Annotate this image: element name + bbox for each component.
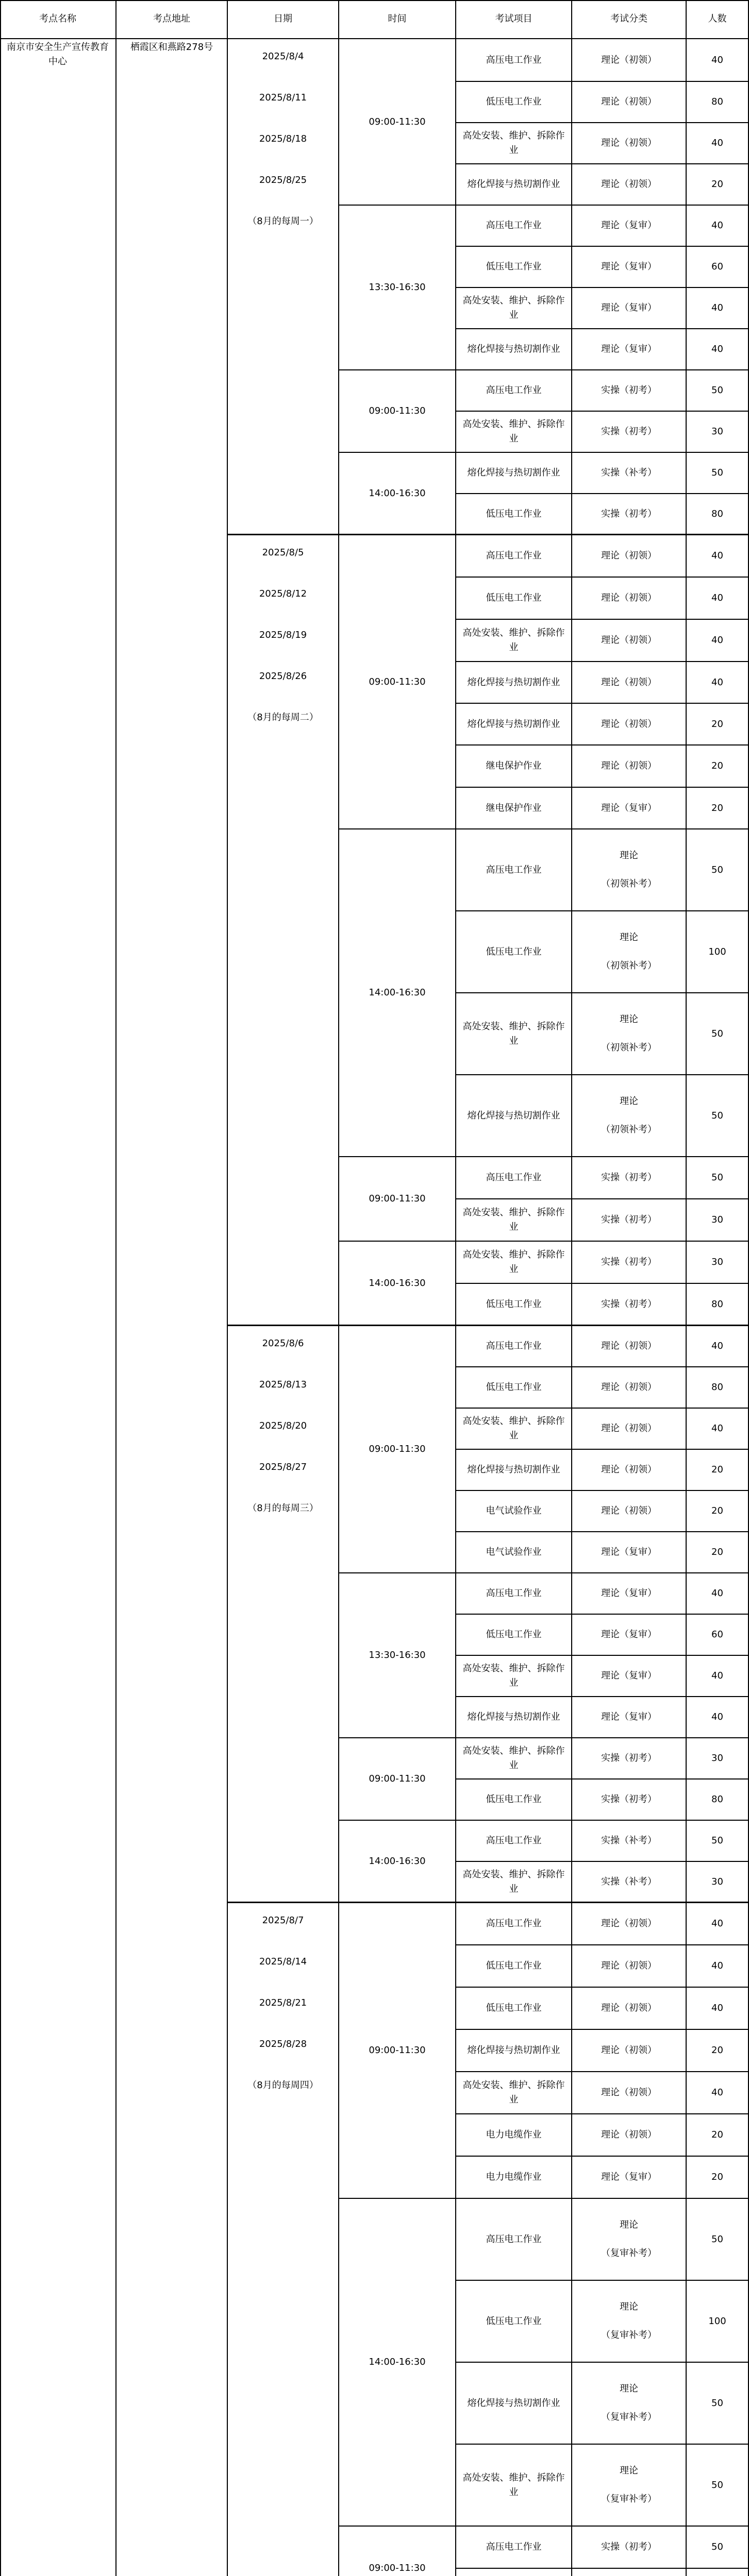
count-cell: 30 — [687, 1738, 749, 1780]
exam-category-cell: 理论 （初领补考） — [572, 911, 687, 993]
count-cell: 20 — [687, 164, 749, 206]
exam-item-cell: 低压电工作业 — [456, 2281, 572, 2363]
time-cell: 09:00-11:30 — [339, 1326, 456, 1573]
header-exam-item: 考试项目 — [456, 0, 572, 39]
time-cell: 13:30-16:30 — [339, 1573, 456, 1738]
exam-category-cell: 理论（初领） — [572, 535, 687, 578]
exam-item-cell: 低压电工作业 — [456, 1284, 572, 1326]
exam-category-cell: 理论（复审） — [572, 1573, 687, 1615]
count-cell: 40 — [687, 39, 749, 82]
exam-item-cell: 高压电工作业 — [456, 1903, 572, 1945]
exam-category-cell: 理论（复审） — [572, 788, 687, 829]
header-count: 人数 — [687, 0, 749, 39]
exam-item-cell: 低压电工作业 — [456, 494, 572, 535]
count-cell: 40 — [687, 535, 749, 578]
exam-item-cell: 低压电工作业 — [456, 82, 572, 123]
count-cell: 80 — [687, 1284, 749, 1326]
exam-category-cell: 理论（复审） — [572, 206, 687, 247]
header-time: 时间 — [339, 0, 456, 39]
exam-category-cell: 理论（初领） — [572, 82, 687, 123]
exam-category-cell: 理论（初领） — [572, 2030, 687, 2072]
exam-category-cell: 实操（补考） — [572, 453, 687, 494]
date-cell — [228, 39, 339, 535]
count-cell: 50 — [687, 1075, 749, 1157]
exam-item-cell: 熔化焊接与热切割作业 — [456, 704, 572, 745]
exam-category-cell: 实操（初考） — [572, 1780, 687, 1821]
exam-item-cell: 熔化焊接与热切割作业 — [456, 1450, 572, 1491]
count-cell: 100 — [687, 2281, 749, 2363]
count-cell: 50 — [687, 2363, 749, 2445]
count-cell: 30 — [687, 1242, 749, 1284]
exam-category-cell: 实操（初考） — [572, 2527, 687, 2569]
date-label: 2025/8/6 — [262, 1338, 304, 1349]
exam-category-cell: 理论（初领） — [572, 1367, 687, 1409]
exam-item-cell: 继电保护作业 — [456, 788, 572, 829]
exam-category-cell: 理论（复审） — [572, 1532, 687, 1573]
exam-item-cell: 继电保护作业 — [456, 745, 572, 788]
count-cell: 40 — [687, 1656, 749, 1697]
count-cell: 80 — [687, 1367, 749, 1409]
date-cell — [228, 1903, 339, 2576]
exam-category-cell: 理论 （复审补考） — [572, 2363, 687, 2445]
count-cell: 50 — [687, 370, 749, 412]
exam-category-cell: 实操（初考） — [572, 1199, 687, 1242]
exam-category-cell: 实操（初考） — [572, 412, 687, 453]
exam-category-cell: 理论 （初领补考） — [572, 993, 687, 1075]
exam-category-cell: 理论 （初领补考） — [572, 829, 687, 911]
exam-item-cell: 高压电工作业 — [456, 1573, 572, 1615]
count-cell: 20 — [687, 788, 749, 829]
exam-category-cell: 实操（初考） — [572, 1284, 687, 1326]
time-cell: 09:00-11:30 — [339, 1157, 456, 1242]
exam-category-cell: 理论 （复审补考） — [572, 2281, 687, 2363]
exam-category-cell: 实操（初考） — [572, 1738, 687, 1780]
count-cell: 100 — [687, 911, 749, 993]
date-label: 2025/8/18 — [259, 133, 307, 144]
exam-category-cell: 实操（补考） — [572, 1862, 687, 1903]
exam-item-cell: 高处安装、维护、拆除作业 — [456, 412, 572, 453]
exam-item-cell: 高压电工作业 — [456, 39, 572, 82]
count-cell: 60 — [687, 1615, 749, 1656]
count-cell: 20 — [687, 1532, 749, 1573]
exam-item-cell: 电力电缆作业 — [456, 2157, 572, 2199]
exam-category-cell: 理论（复审） — [572, 329, 687, 370]
exam-item-cell: 高压电工作业 — [456, 829, 572, 911]
count-cell: 40 — [687, 329, 749, 370]
exam-item-cell: 熔化焊接与热切割作业 — [456, 662, 572, 704]
date-label: 2025/8/4 — [262, 51, 304, 62]
time-cell: 13:30-16:30 — [339, 206, 456, 370]
exam-category-cell: 理论（复审） — [572, 2157, 687, 2199]
exam-item-cell: 熔化焊接与热切割作业 — [456, 453, 572, 494]
exam-item-cell: 高处安装、维护、拆除作业 — [456, 2445, 572, 2527]
exam-category-cell: 理论（初领） — [572, 704, 687, 745]
date-label: 2025/8/14 — [259, 1956, 307, 1967]
exam-item-cell: 高压电工作业 — [456, 1821, 572, 1862]
date-label: 2025/8/7 — [262, 1915, 304, 1926]
date-label: （8月的每周三） — [247, 1503, 319, 1514]
date-label: 2025/8/19 — [259, 630, 307, 640]
count-cell: 40 — [687, 1988, 749, 2030]
count-cell: 80 — [687, 82, 749, 123]
date-cell — [228, 535, 339, 1326]
exam-category-cell: 实操（初考） — [572, 370, 687, 412]
time-cell: 14:00-16:30 — [339, 453, 456, 535]
exam-category-cell: 理论（初领） — [572, 123, 687, 164]
exam-category-cell: 理论（初领） — [572, 2114, 687, 2157]
date-label: 2025/8/25 — [259, 175, 307, 185]
exam-category-cell: 理论（复审） — [572, 1615, 687, 1656]
exam-item-cell: 低压电工作业 — [456, 578, 572, 620]
exam-item-cell: 高处安装、维护、拆除作业 — [456, 993, 572, 1075]
exam-category-cell: 实操（初考） — [572, 494, 687, 535]
exam-item-cell: 熔化焊接与热切割作业 — [456, 1075, 572, 1157]
exam-category-cell: 理论（初领） — [572, 1903, 687, 1945]
exam-category-cell: 理论（初领） — [572, 39, 687, 82]
exam-item-cell: 低压电工作业 — [456, 1945, 572, 1988]
exam-category-cell: 实操（初考） — [572, 1242, 687, 1284]
time-cell: 14:00-16:30 — [339, 1821, 456, 1903]
header-exam-category: 考试分类 — [572, 0, 687, 39]
exam-category-cell: 理论（初领） — [572, 1988, 687, 2030]
count-cell: 40 — [687, 620, 749, 662]
date-label: 2025/8/11 — [259, 92, 307, 103]
exam-item-cell: 低压电工作业 — [456, 247, 572, 288]
exam-item-cell: 高处安装、维护、拆除作业 — [456, 123, 572, 164]
count-cell: 40 — [687, 1326, 749, 1367]
exam-item-cell: 高处安装、维护、拆除作业 — [456, 2072, 572, 2114]
exam-item-cell: 高处安装、维护、拆除作业 — [456, 1409, 572, 1450]
exam-category-cell: 理论 （复审补考） — [572, 2445, 687, 2527]
exam-item-cell: 高处安装、维护、拆除作业 — [456, 620, 572, 662]
exam-category-cell: 理论（初领） — [572, 578, 687, 620]
time-cell: 09:00-11:30 — [339, 535, 456, 829]
exam-item-cell: 高处安装、维护、拆除作业 — [456, 1738, 572, 1780]
time-cell: 09:00-11:30 — [339, 370, 456, 453]
count-cell: 80 — [687, 1780, 749, 1821]
count-cell: 30 — [687, 1199, 749, 1242]
exam-category-cell: 理论（复审） — [572, 247, 687, 288]
exam-item-cell: 电气试验作业 — [456, 1532, 572, 1573]
count-cell: 40 — [687, 662, 749, 704]
count-cell: 40 — [687, 206, 749, 247]
exam-item-cell: 熔化焊接与热切割作业 — [456, 329, 572, 370]
exam-item-cell: 高处安装、维护、拆除作业 — [456, 1862, 572, 1903]
count-cell: 20 — [687, 1450, 749, 1491]
time-cell: 09:00-11:30 — [339, 39, 456, 206]
count-cell: 50 — [687, 1821, 749, 1862]
exam-item-cell: 电力电缆作业 — [456, 2114, 572, 2157]
exam-item-cell: 低压电工作业 — [456, 1780, 572, 1821]
exam-category-cell: 理论（初领） — [572, 745, 687, 788]
date-label: 2025/8/28 — [259, 2039, 307, 2049]
exam-category-cell: 理论（复审） — [572, 288, 687, 329]
date-label: 2025/8/26 — [259, 671, 307, 682]
count-cell: 20 — [687, 2157, 749, 2199]
count-cell: 50 — [687, 2445, 749, 2527]
exam-item-cell: 熔化焊接与热切割作业 — [456, 2363, 572, 2445]
exam-item-cell: 熔化焊接与热切割作业 — [456, 1697, 572, 1738]
exam-category-cell: 理论（复审） — [572, 1697, 687, 1738]
exam-category-cell: 理论（初领） — [572, 1491, 687, 1532]
count-cell: 30 — [687, 1862, 749, 1903]
exam-item-cell — [456, 2569, 572, 2576]
count-cell: 40 — [687, 578, 749, 620]
exam-item-cell: 高处安装、维护、拆除作业 — [456, 1656, 572, 1697]
exam-category-cell: 理论（初领） — [572, 2072, 687, 2114]
count-cell: 40 — [687, 1573, 749, 1615]
exam-category-cell: 理论（初领） — [572, 164, 687, 206]
count-cell: 40 — [687, 1945, 749, 1988]
time-cell: 14:00-16:30 — [339, 829, 456, 1157]
exam-item-cell: 高处安装、维护、拆除作业 — [456, 288, 572, 329]
exam-category-cell: 实操（补考） — [572, 1821, 687, 1862]
count-cell: 20 — [687, 1491, 749, 1532]
exam-item-cell: 熔化焊接与热切割作业 — [456, 164, 572, 206]
exam-item-cell: 高压电工作业 — [456, 1157, 572, 1199]
count-cell: 50 — [687, 2199, 749, 2281]
exam-item-cell: 低压电工作业 — [456, 911, 572, 993]
exam-category-cell — [572, 2569, 687, 2576]
date-label: （8月的每周四） — [247, 2080, 319, 2091]
exam-category-cell: 理论（复审） — [572, 1656, 687, 1697]
count-cell: 40 — [687, 123, 749, 164]
exam-category-cell: 理论（初领） — [572, 662, 687, 704]
count-cell: 60 — [687, 247, 749, 288]
date-label: 2025/8/27 — [259, 1462, 307, 1472]
count-cell: 80 — [687, 494, 749, 535]
exam-item-cell: 熔化焊接与热切割作业 — [456, 2030, 572, 2072]
exam-item-cell: 高压电工作业 — [456, 370, 572, 412]
date-label: 2025/8/20 — [259, 1420, 307, 1431]
date-cell — [228, 1326, 339, 1903]
time-cell: 14:00-16:30 — [339, 1242, 456, 1326]
exam-category-cell: 理论 （初领补考） — [572, 1075, 687, 1157]
exam-item-cell: 低压电工作业 — [456, 1615, 572, 1656]
count-cell: 50 — [687, 993, 749, 1075]
exam-item-cell: 低压电工作业 — [456, 1988, 572, 2030]
site-address-cell: 栖霞区和燕路278号 — [116, 39, 228, 2576]
count-cell: 40 — [687, 1903, 749, 1945]
site-name-cell: 南京市安全生产宣传教育中心 — [0, 39, 116, 2576]
count-cell: 30 — [687, 412, 749, 453]
exam-item-cell: 电气试验作业 — [456, 1491, 572, 1532]
exam-category-cell: 理论（初领） — [572, 1450, 687, 1491]
exam-category-cell: 实操（初考） — [572, 1157, 687, 1199]
count-cell: 20 — [687, 704, 749, 745]
count-cell — [687, 2569, 749, 2576]
date-label: 2025/8/13 — [259, 1379, 307, 1390]
count-cell: 40 — [687, 1409, 749, 1450]
date-label: 2025/8/5 — [262, 547, 304, 558]
date-label: 2025/8/12 — [259, 588, 307, 599]
count-cell: 40 — [687, 2072, 749, 2114]
exam-item-cell: 高压电工作业 — [456, 535, 572, 578]
count-cell: 50 — [687, 1157, 749, 1199]
exam-category-cell: 理论（初领） — [572, 1945, 687, 1988]
exam-item-cell: 高处安装、维护、拆除作业 — [456, 1242, 572, 1284]
count-cell: 50 — [687, 829, 749, 911]
count-cell: 20 — [687, 2114, 749, 2157]
exam-category-cell: 理论（初领） — [572, 620, 687, 662]
time-cell: 09:00-11:30 — [339, 2527, 456, 2576]
count-cell: 50 — [687, 453, 749, 494]
count-cell: 20 — [687, 745, 749, 788]
exam-category-cell: 理论 （复审补考） — [572, 2199, 687, 2281]
count-cell: 40 — [687, 288, 749, 329]
count-cell: 40 — [687, 1697, 749, 1738]
date-label: 2025/8/21 — [259, 1997, 307, 2008]
time-cell: 14:00-16:30 — [339, 2199, 456, 2527]
exam-item-cell: 高压电工作业 — [456, 1326, 572, 1367]
header-site-name: 考点名称 — [0, 0, 116, 39]
date-label: （8月的每周二） — [247, 712, 319, 723]
time-cell: 09:00-11:30 — [339, 1903, 456, 2199]
exam-item-cell: 高压电工作业 — [456, 2199, 572, 2281]
exam-category-cell: 理论（初领） — [572, 1409, 687, 1450]
exam-item-cell: 低压电工作业 — [456, 1367, 572, 1409]
header-date: 日期 — [228, 0, 339, 39]
exam-category-cell: 理论（初领） — [572, 1326, 687, 1367]
exam-item-cell: 高压电工作业 — [456, 206, 572, 247]
exam-item-cell: 高处安装、维护、拆除作业 — [456, 1199, 572, 1242]
count-cell: 50 — [687, 2527, 749, 2569]
date-label: （8月的每周一） — [247, 216, 319, 227]
exam-item-cell: 高压电工作业 — [456, 2527, 572, 2569]
time-cell: 09:00-11:30 — [339, 1738, 456, 1821]
header-site-address: 考点地址 — [116, 0, 228, 39]
count-cell: 20 — [687, 2030, 749, 2072]
